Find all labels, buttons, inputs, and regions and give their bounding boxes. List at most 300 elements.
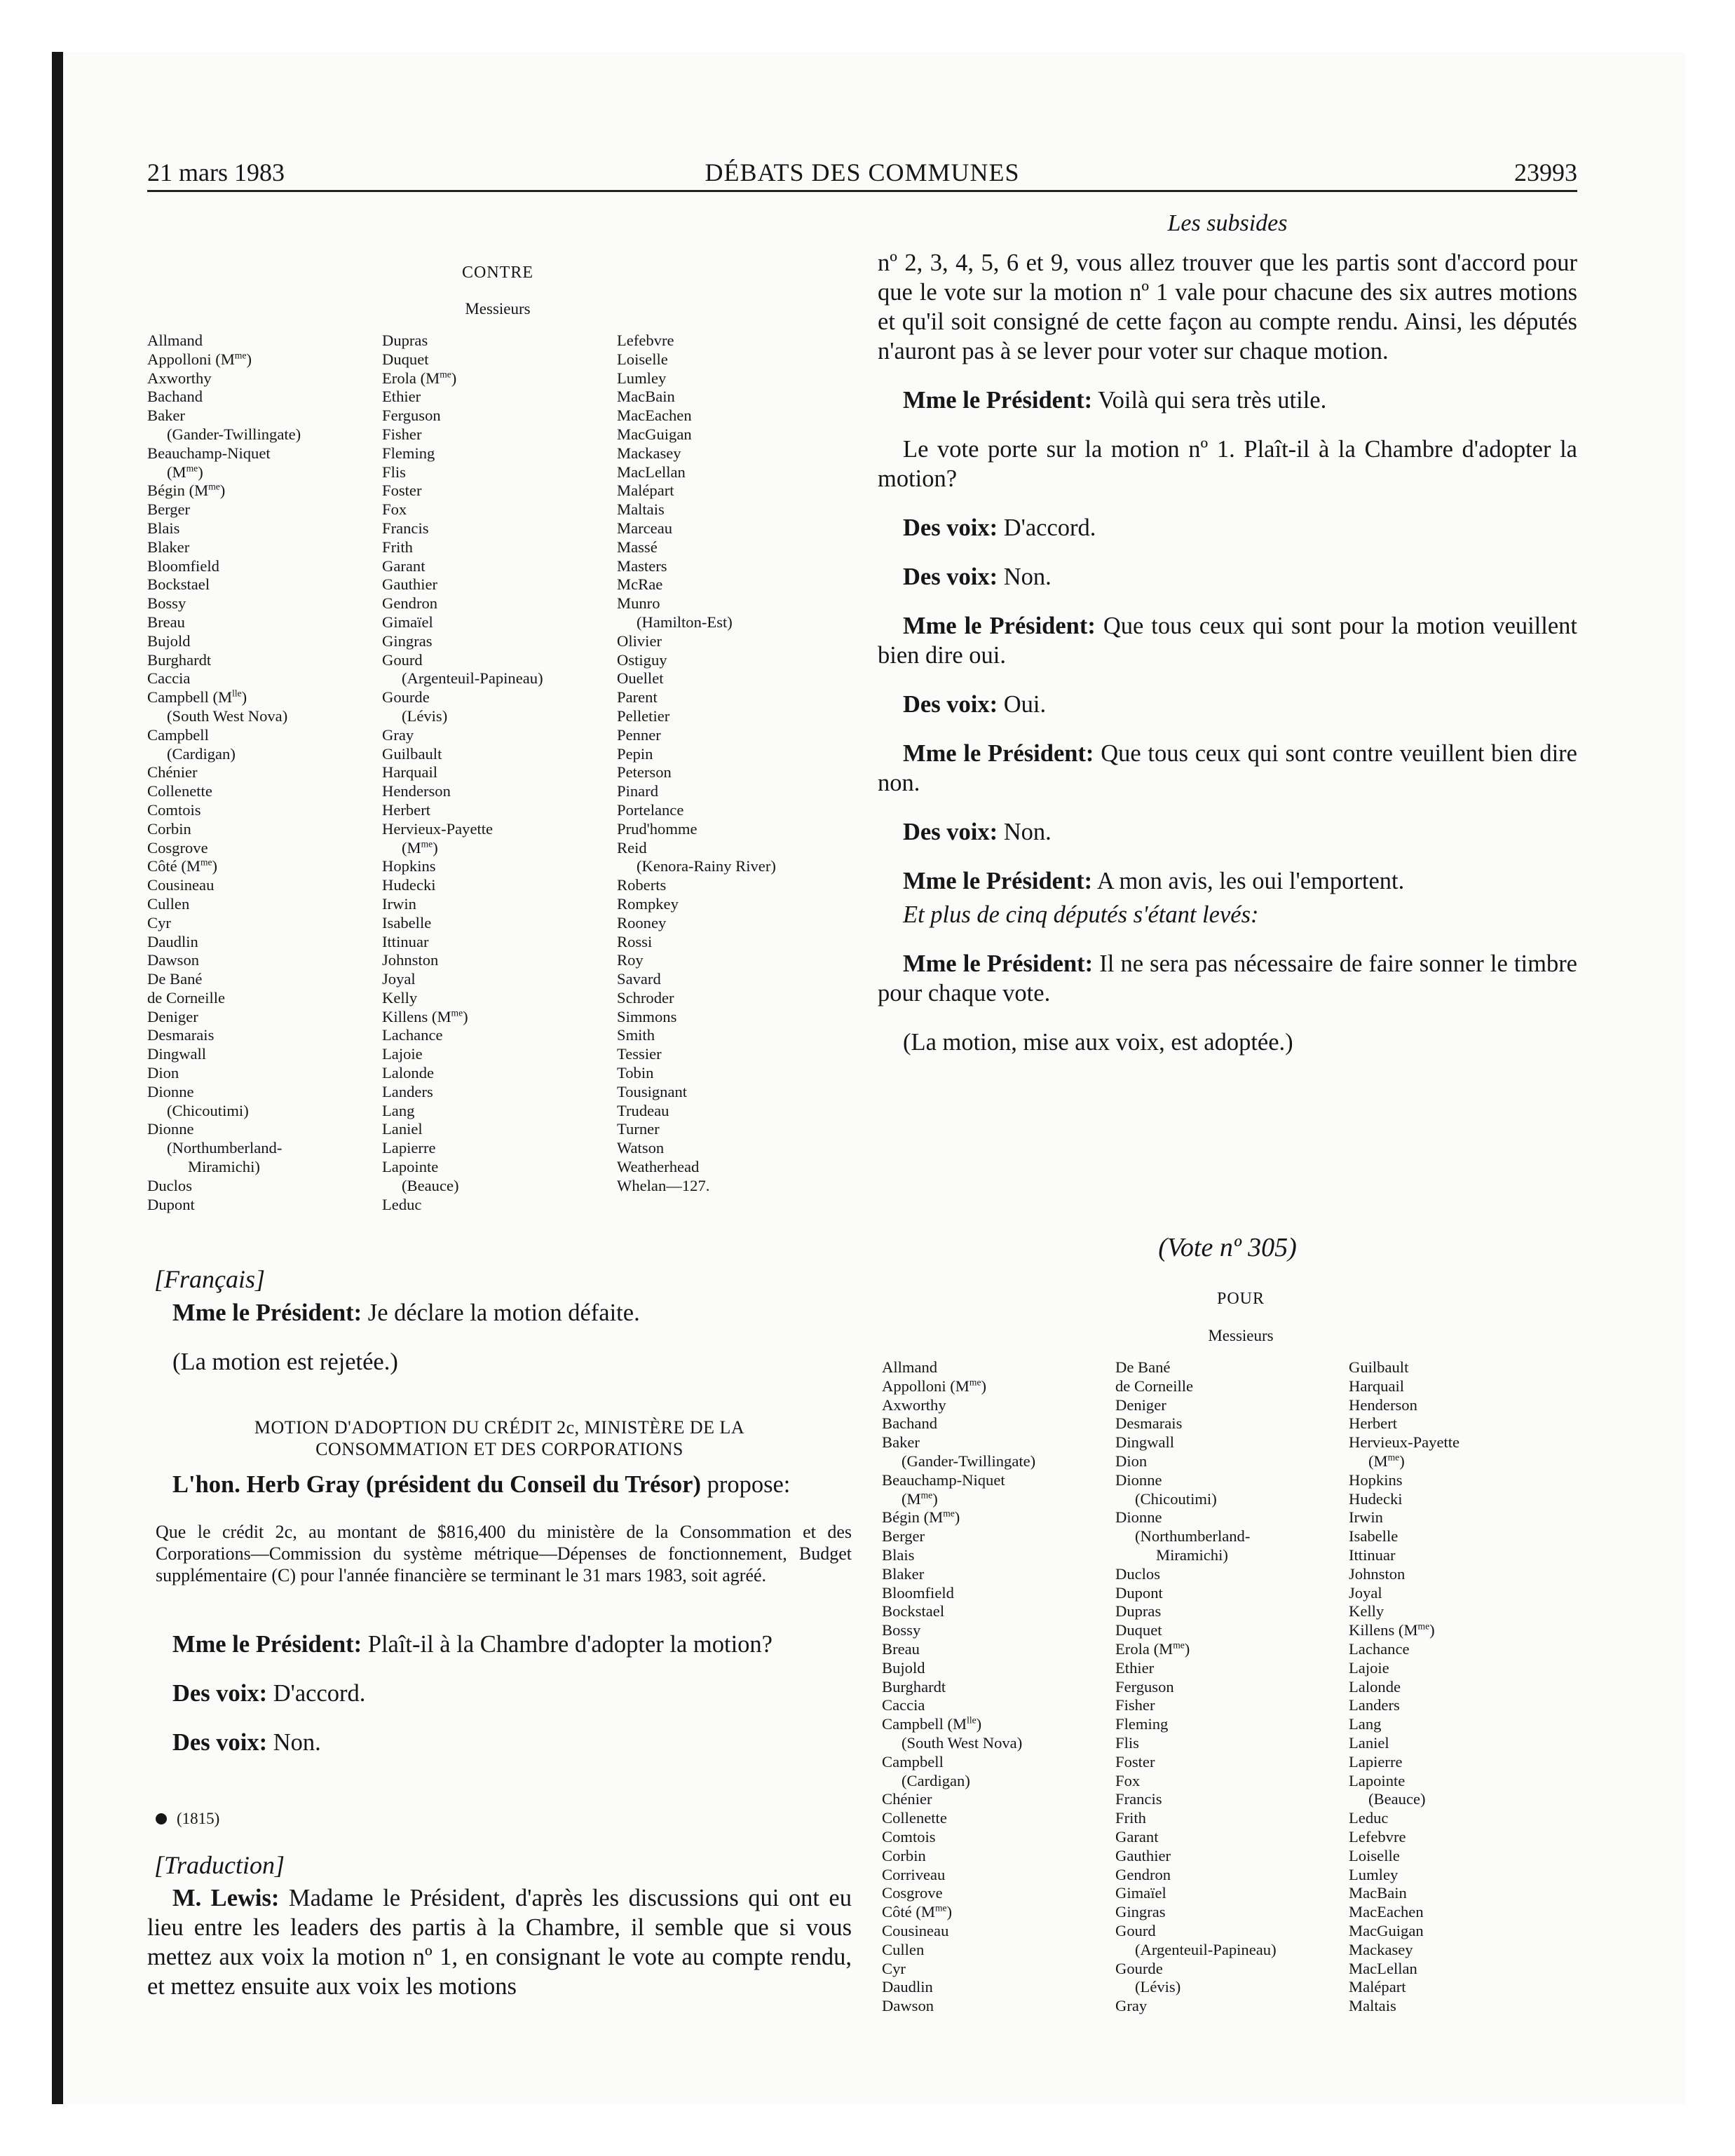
member-name: (South West Nova) <box>901 1733 1023 1752</box>
member-name: Parent <box>617 688 658 707</box>
member-name: Francis <box>1115 1790 1162 1808</box>
member-name: Maltais <box>617 500 665 519</box>
member-name: Bloomfield <box>147 557 219 575</box>
member-name: Chénier <box>882 1790 932 1808</box>
paragraph <box>878 386 1577 415</box>
motion-title-line-1: MOTION D'ADOPTION DU CRÉDIT 2c, MINISTÈRE DE LA <box>254 1417 745 1438</box>
member-name: Blais <box>882 1546 915 1564</box>
member-name: Collenette <box>882 1809 947 1827</box>
speaker: Mme le Président: <box>172 1299 362 1326</box>
member-name: Maltais <box>1349 1997 1396 2015</box>
vote-title: (Vote nº 305) <box>1158 1233 1297 1262</box>
member-name: Gauthier <box>1115 1846 1171 1864</box>
member-name: Trudeau <box>617 1101 669 1119</box>
paragraph <box>878 866 1577 896</box>
member-name: Loiselle <box>617 350 668 368</box>
member-name: (Northumberland- <box>1135 1527 1251 1546</box>
member-name: Bloomfield <box>882 1583 954 1602</box>
member-name: Lachance <box>382 1026 443 1044</box>
member-name: Foster <box>382 482 422 500</box>
section-language-francais: [Français] <box>154 1265 266 1293</box>
member-name: Dawson <box>882 1997 934 2015</box>
paragraph <box>878 739 1577 798</box>
member-name: Fisher <box>1115 1696 1155 1714</box>
member-name: Berger <box>147 500 191 519</box>
paragraph <box>147 1728 852 1757</box>
member-name: Kelly <box>1349 1602 1384 1621</box>
pour-name-list <box>882 1358 1577 2016</box>
member-name: Burghardt <box>882 1677 946 1696</box>
member-name: (Beauce) <box>1368 1790 1426 1808</box>
member-name: Cyr <box>147 913 171 932</box>
member-name: Beauchamp-Niquet <box>147 444 271 462</box>
member-name: Lapointe <box>1349 1771 1406 1789</box>
member-name: Hudecki <box>382 876 436 894</box>
member-name: Cosgrove <box>147 838 208 857</box>
speech: Non. <box>998 564 1052 590</box>
contre-name-list <box>147 332 852 1214</box>
member-name: (Argenteuil-Papineau) <box>402 669 543 688</box>
member-name: Gray <box>382 725 414 744</box>
left-prose-4 <box>147 1883 852 2021</box>
member-name: (Hamilton-Est) <box>637 613 733 631</box>
member-name: MacGuigan <box>617 425 692 443</box>
member-name: Landers <box>382 1082 433 1100</box>
member-name: Corriveau <box>882 1865 946 1883</box>
member-name: Cousineau <box>882 1921 949 1939</box>
speaker: Des voix: <box>903 564 998 590</box>
paragraph <box>878 513 1577 543</box>
paragraph <box>878 949 1577 1008</box>
member-name: Herbert <box>1349 1414 1397 1433</box>
member-name: Dupont <box>147 1195 195 1213</box>
pour-heading: POUR <box>1216 1290 1265 1308</box>
member-name: Mackasey <box>1349 1940 1413 1958</box>
member-name: Comtois <box>147 800 201 819</box>
speech: D'accord. <box>267 1680 366 1707</box>
bullet-icon <box>156 1813 167 1824</box>
member-name: Dionne <box>1115 1471 1162 1489</box>
paragraph: nº 2, 3, 4, 5, 6 et 9, vous allez trouver que les partis sont d'accord pour que le vote sur la motion nº 1 vale pour chacune des six autres motions et qu'il soit consigné de cette façon au compte rendu. Ainsi, les députés n'auront pas à se lever pour voter sur chaque motion. <box>878 250 1577 364</box>
member-name: Frith <box>1115 1809 1146 1827</box>
member-name: Henderson <box>1349 1396 1417 1414</box>
member-name: Watson <box>617 1139 665 1157</box>
member-name: $(M^{me})$ <box>901 1489 938 1508</box>
section-language-traduction: [Traduction] <box>154 1851 285 1879</box>
member-name: Francis <box>382 519 429 537</box>
member-name: Caccia <box>147 669 191 688</box>
member-name: Johnston <box>382 951 439 969</box>
speaker: Mme le Président: <box>903 740 1094 767</box>
member-name: Gendron <box>382 594 438 613</box>
member-name: Flis <box>382 463 406 481</box>
member-name: De Bané <box>1115 1358 1171 1376</box>
member-name: Allmand <box>147 332 203 349</box>
member-name: Pinard <box>617 782 658 800</box>
member-name: Côté $(M^{me})$ <box>882 1902 953 1921</box>
member-name: Dupont <box>1115 1583 1163 1602</box>
member-name: Gourde <box>382 688 430 707</box>
member-name: Fleming <box>1115 1715 1169 1733</box>
member-name: $(M^{me})$ <box>402 838 438 857</box>
contre-column-1 <box>147 332 382 1214</box>
member-name: $(M^{me})$ <box>167 463 203 481</box>
contre-heading: CONTRE <box>462 264 533 282</box>
member-name: Gourde <box>1115 1959 1163 1977</box>
member-name: Ittinuar <box>382 932 429 950</box>
member-name: Dionne <box>147 1082 194 1100</box>
time-stamp: (1815) <box>177 1810 220 1827</box>
member-name: Bujold <box>882 1658 925 1677</box>
member-name: Hervieux-Payette <box>382 819 494 838</box>
member-name: Gingras <box>382 632 433 650</box>
member-name: Gourd <box>382 650 423 669</box>
member-name: Comtois <box>882 1827 936 1845</box>
member-name: Hudecki <box>1349 1489 1403 1508</box>
member-name: Hopkins <box>1349 1471 1403 1489</box>
member-name: Pelletier <box>617 707 670 725</box>
member-name: Bockstael <box>147 575 210 594</box>
speech: Que tous ceux qui sont pour la motion veuillent bien dire oui. <box>878 613 1577 669</box>
member-name: Duclos <box>147 1176 193 1194</box>
member-name: Tessier <box>617 1045 662 1063</box>
running-head: Les subsides <box>1167 210 1288 236</box>
member-name: Lajoie <box>382 1045 423 1063</box>
paragraph: (La motion est rejetée.) <box>172 1349 398 1375</box>
member-name: Blaker <box>147 538 190 556</box>
speaker: Mme le Président: <box>903 868 1093 894</box>
member-name: Cyr <box>882 1959 906 1977</box>
member-name: Cullen <box>147 894 190 913</box>
member-name: Fleming <box>382 444 435 462</box>
member-name: (Northumberland- <box>167 1139 283 1157</box>
member-name: MacLellan <box>617 463 686 481</box>
member-name: Campbell <box>882 1752 944 1770</box>
speaker: Mme le Président: <box>903 950 1094 977</box>
member-name: $(M^{me})$ <box>1368 1452 1405 1470</box>
member-name: Dion <box>1115 1452 1148 1470</box>
member-name: (Lévis) <box>1135 1978 1181 1996</box>
member-name: McRae <box>617 575 663 594</box>
paragraph <box>147 1630 852 1659</box>
member-name: Peterson <box>617 763 672 782</box>
motion-text: Que le crédit 2c, au montant de $816,400 du ministère de la Consommation et des Corporations—Commission du système métrique—Dépenses de fonctionnement, Budget supplémentaire (C) pour l'année financière se terminant le 31 mars 1983, soit agréé. <box>156 1522 852 1585</box>
member-name: (Chicoutimi) <box>1135 1489 1217 1508</box>
member-name: Baker <box>147 407 185 425</box>
member-name: Cousineau <box>147 876 215 894</box>
speaker: Mme le Président: <box>903 387 1093 414</box>
member-name: Tousignant <box>617 1082 688 1100</box>
member-name: (Cardigan) <box>167 744 236 763</box>
paragraph-italic: Et plus de cinq députés s'étant levés: <box>903 901 1259 928</box>
scan-binding-edge <box>52 52 63 2104</box>
member-name: Harquail <box>382 763 438 782</box>
member-name: Caccia <box>882 1696 925 1714</box>
contre-subheading: Messieurs <box>465 300 531 318</box>
member-name: MacBain <box>617 388 675 406</box>
member-name: Malépart <box>617 482 674 500</box>
member-name: Kelly <box>382 988 418 1007</box>
contre-column-3 <box>617 332 852 1214</box>
member-name: Daudlin <box>882 1978 933 1996</box>
pour-column-2 <box>1115 1358 1349 2016</box>
member-name: Irwin <box>1349 1508 1383 1527</box>
member-name: (Kenora-Rainy River) <box>637 857 776 875</box>
speech: Oui. <box>998 691 1047 718</box>
paragraph: (La motion, mise aux voix, est adoptée.) <box>903 1029 1293 1056</box>
member-name: (Gander-Twillingate) <box>901 1452 1036 1470</box>
member-name: Deniger <box>1115 1396 1166 1414</box>
header-page-number: 23993 <box>1514 158 1577 186</box>
member-name: Dingwall <box>1115 1433 1175 1452</box>
member-name: Ethier <box>1115 1658 1155 1677</box>
member-name: Dion <box>147 1064 179 1082</box>
member-name: Bujold <box>147 632 191 650</box>
member-name: (Chicoutimi) <box>167 1101 249 1119</box>
paragraph <box>878 817 1577 847</box>
member-name: Schroder <box>617 988 674 1007</box>
member-name: Lefebvre <box>617 332 674 349</box>
member-name: Côté $(M^{me})$ <box>147 857 218 875</box>
member-name: Killens $(M^{me})$ <box>382 1007 468 1025</box>
member-name: Bégin $(M^{me})$ <box>882 1508 960 1527</box>
member-name: Garant <box>382 557 426 575</box>
member-name: Bégin $(M^{me})$ <box>147 481 226 500</box>
member-name: Olivier <box>617 632 662 650</box>
member-name: Desmarais <box>1115 1414 1183 1433</box>
page-header <box>147 158 1577 192</box>
speaker: Des voix: <box>172 1729 268 1756</box>
time-marker <box>156 1810 219 1828</box>
pour-column-3 <box>1349 1358 1577 2016</box>
member-name: Isabelle <box>1349 1527 1399 1546</box>
member-name: Dionne <box>147 1120 194 1138</box>
member-name: Miramichi) <box>188 1158 260 1176</box>
member-name: Foster <box>1115 1752 1155 1770</box>
member-name: Allmand <box>882 1358 938 1376</box>
member-name: Campbell <box>147 725 209 744</box>
member-name: Breau <box>882 1639 920 1658</box>
member-name: Chénier <box>147 763 198 782</box>
member-name: Pepin <box>617 744 653 763</box>
member-name: Dawson <box>147 951 200 969</box>
pour-column-1 <box>882 1358 1115 2016</box>
member-name: Laniel <box>382 1120 423 1138</box>
member-name: Deniger <box>147 1007 198 1025</box>
member-name: Munro <box>617 594 660 613</box>
paragraph: Le vote porte sur la motion nº 1. Plaît-il à la Chambre d'adopter la motion? <box>878 436 1577 492</box>
member-name: Irwin <box>382 894 416 913</box>
member-name: Masters <box>617 557 667 575</box>
contre-column-2 <box>382 332 617 1214</box>
member-name: MacEachen <box>1349 1903 1424 1921</box>
member-name: Duquet <box>1115 1621 1162 1639</box>
member-name: Lang <box>382 1101 415 1119</box>
member-name: Leduc <box>1349 1809 1389 1827</box>
member-name: Joyal <box>1349 1583 1382 1602</box>
member-name: Cosgrove <box>882 1884 943 1902</box>
member-name: Ferguson <box>382 407 441 425</box>
member-name: Burghardt <box>147 650 212 669</box>
member-name: Frith <box>382 538 413 556</box>
member-name: Roberts <box>617 876 667 894</box>
motion-title-line-2: CONSOMMATION ET DES CORPORATIONS <box>315 1439 683 1459</box>
member-name: Lapierre <box>382 1139 436 1157</box>
member-name: Joyal <box>382 970 416 988</box>
member-name: Bossy <box>147 594 186 613</box>
member-name: Malépart <box>1349 1978 1406 1996</box>
member-name: MacBain <box>1349 1884 1407 1902</box>
member-name: Landers <box>1349 1696 1400 1714</box>
member-name: Savard <box>617 970 661 988</box>
member-name: Rompkey <box>617 894 679 913</box>
speaker: M. Lewis: <box>172 1885 280 1911</box>
member-name: Lumley <box>1349 1865 1399 1883</box>
speech: Plaît-il à la Chambre d'adopter la motion? <box>362 1631 773 1658</box>
member-name: (Cardigan) <box>901 1771 970 1789</box>
speaker: L'hon. Herb Gray (président du Conseil du Trésor) <box>172 1471 701 1498</box>
member-name: Henderson <box>382 782 451 800</box>
member-name: Herbert <box>382 800 430 819</box>
member-name: Harquail <box>1349 1377 1405 1395</box>
speaker: Des voix: <box>172 1680 268 1707</box>
member-name: Johnston <box>1349 1564 1406 1583</box>
member-name: Miramichi) <box>1156 1546 1228 1564</box>
member-name: Lang <box>1349 1715 1382 1733</box>
member-name: Ouellet <box>617 669 664 688</box>
member-name: (Lévis) <box>402 707 448 725</box>
speech: Que tous ceux qui sont contre veuillent bien dire non. <box>878 740 1577 796</box>
member-name: Simmons <box>617 1007 677 1025</box>
member-name: Erola $(M^{me})$ <box>1115 1639 1190 1658</box>
member-name: Corbin <box>147 819 191 838</box>
member-name: Beauchamp-Niquet <box>882 1471 1005 1489</box>
member-name: Lefebvre <box>1349 1827 1406 1845</box>
speech: Il ne sera pas nécessaire de faire sonner le timbre pour chaque vote. <box>878 950 1577 1007</box>
member-name: Lapointe <box>382 1158 439 1176</box>
member-name: Cullen <box>882 1940 925 1958</box>
member-name: Duclos <box>1115 1564 1161 1583</box>
member-name: (South West Nova) <box>167 707 288 725</box>
member-name: Dupras <box>1115 1602 1162 1621</box>
member-name: Lapierre <box>1349 1752 1403 1770</box>
left-prose-2 <box>147 1470 852 1519</box>
member-name: Penner <box>617 725 661 744</box>
member-name: Portelance <box>617 800 684 819</box>
pour-subheading: Messieurs <box>1208 1327 1274 1344</box>
member-name: Weatherhead <box>617 1158 700 1176</box>
member-name: Corbin <box>882 1846 926 1864</box>
member-name: Axworthy <box>147 369 212 387</box>
speaker: Des voix: <box>903 691 998 718</box>
member-name: Hervieux-Payette <box>1349 1433 1460 1452</box>
speech: Je déclare la motion défaite. <box>362 1299 640 1326</box>
member-name: Berger <box>882 1527 925 1546</box>
speech: D'accord. <box>998 514 1096 541</box>
member-name: Campbell $(M^{lle})$ <box>882 1714 982 1733</box>
member-name: Massé <box>617 538 658 556</box>
member-name: Appolloni $(M^{me})$ <box>882 1377 986 1395</box>
member-name: Guilbault <box>1349 1358 1409 1376</box>
header-date: 21 mars 1983 <box>147 158 285 186</box>
member-name: Gimaïel <box>1115 1884 1166 1902</box>
member-name: Laniel <box>1349 1733 1389 1752</box>
member-name: Bachand <box>882 1414 938 1433</box>
member-name: Ostiguy <box>617 650 667 669</box>
member-name: Dupras <box>382 332 428 349</box>
member-name: Ethier <box>382 388 421 406</box>
member-name: (Beauce) <box>402 1176 459 1194</box>
paragraph <box>878 562 1577 592</box>
member-name: Bossy <box>882 1621 921 1639</box>
member-name: Collenette <box>147 782 212 800</box>
member-name: (Argenteuil-Papineau) <box>1135 1940 1277 1958</box>
member-name: Rooney <box>617 913 667 932</box>
member-name: Ittinuar <box>1349 1546 1396 1564</box>
member-name: Blaker <box>882 1564 925 1583</box>
member-name: Reid <box>617 838 647 857</box>
member-name: Prud'homme <box>617 819 698 838</box>
speaker: Des voix: <box>903 514 998 541</box>
speech: Voilà qui sera très utile. <box>1092 387 1327 414</box>
left-prose-3 <box>147 1630 852 1777</box>
member-name: Lumley <box>617 369 667 387</box>
speech: propose: <box>700 1471 791 1498</box>
left-prose-1 <box>147 1298 852 1396</box>
member-name: Bachand <box>147 388 203 406</box>
paragraph <box>147 1883 852 2001</box>
paragraph <box>147 1470 852 1499</box>
paragraph <box>147 1298 852 1328</box>
member-name: Isabelle <box>382 913 432 932</box>
member-name: Breau <box>147 613 185 631</box>
motion-title <box>147 1417 852 1460</box>
member-name: Campbell $(M^{lle})$ <box>147 688 247 707</box>
speech: Madame le Président, d'après les discussions qui ont eu lieu entre les leaders des partis à la Chambre, il semble que si vous mettez aux voix la motion nº 1, en consignant le vote au compte rendu, et mettez ensuite aux voix les motions <box>147 1885 852 2000</box>
member-name: Appolloni $(M^{me})$ <box>147 350 252 368</box>
member-name: MacEachen <box>617 407 692 425</box>
member-name: Lalonde <box>382 1064 435 1082</box>
member-name: Gourd <box>1115 1921 1156 1939</box>
member-name: Tobin <box>617 1064 654 1082</box>
member-name: Smith <box>617 1026 655 1044</box>
member-name: Gingras <box>1115 1903 1166 1921</box>
member-name: Loiselle <box>1349 1846 1400 1864</box>
member-name: Desmarais <box>147 1026 215 1044</box>
member-name: MacGuigan <box>1349 1921 1424 1939</box>
member-name: de Corneille <box>147 988 226 1007</box>
member-name: Dionne <box>1115 1508 1162 1527</box>
paragraph <box>878 690 1577 719</box>
right-prose <box>878 248 1577 1077</box>
member-name: Gauthier <box>382 575 438 594</box>
member-name: Gray <box>1115 1997 1148 2015</box>
paragraph <box>147 1679 852 1708</box>
header-title: DÉBATS DES COMMUNES <box>705 158 1020 186</box>
speaker: Mme le Président: <box>172 1631 362 1658</box>
member-name: Gendron <box>1115 1865 1171 1883</box>
member-name: Rossi <box>617 932 653 950</box>
member-name: Daudlin <box>147 932 198 950</box>
member-name: Guilbault <box>382 744 442 763</box>
member-name: Duquet <box>382 350 429 368</box>
speech: Non. <box>267 1729 321 1756</box>
paragraph <box>878 611 1577 670</box>
member-name: Roy <box>617 951 644 969</box>
member-name: Erola $(M^{me})$ <box>382 369 457 387</box>
member-name: Flis <box>1115 1733 1139 1752</box>
member-name: Baker <box>882 1433 920 1452</box>
